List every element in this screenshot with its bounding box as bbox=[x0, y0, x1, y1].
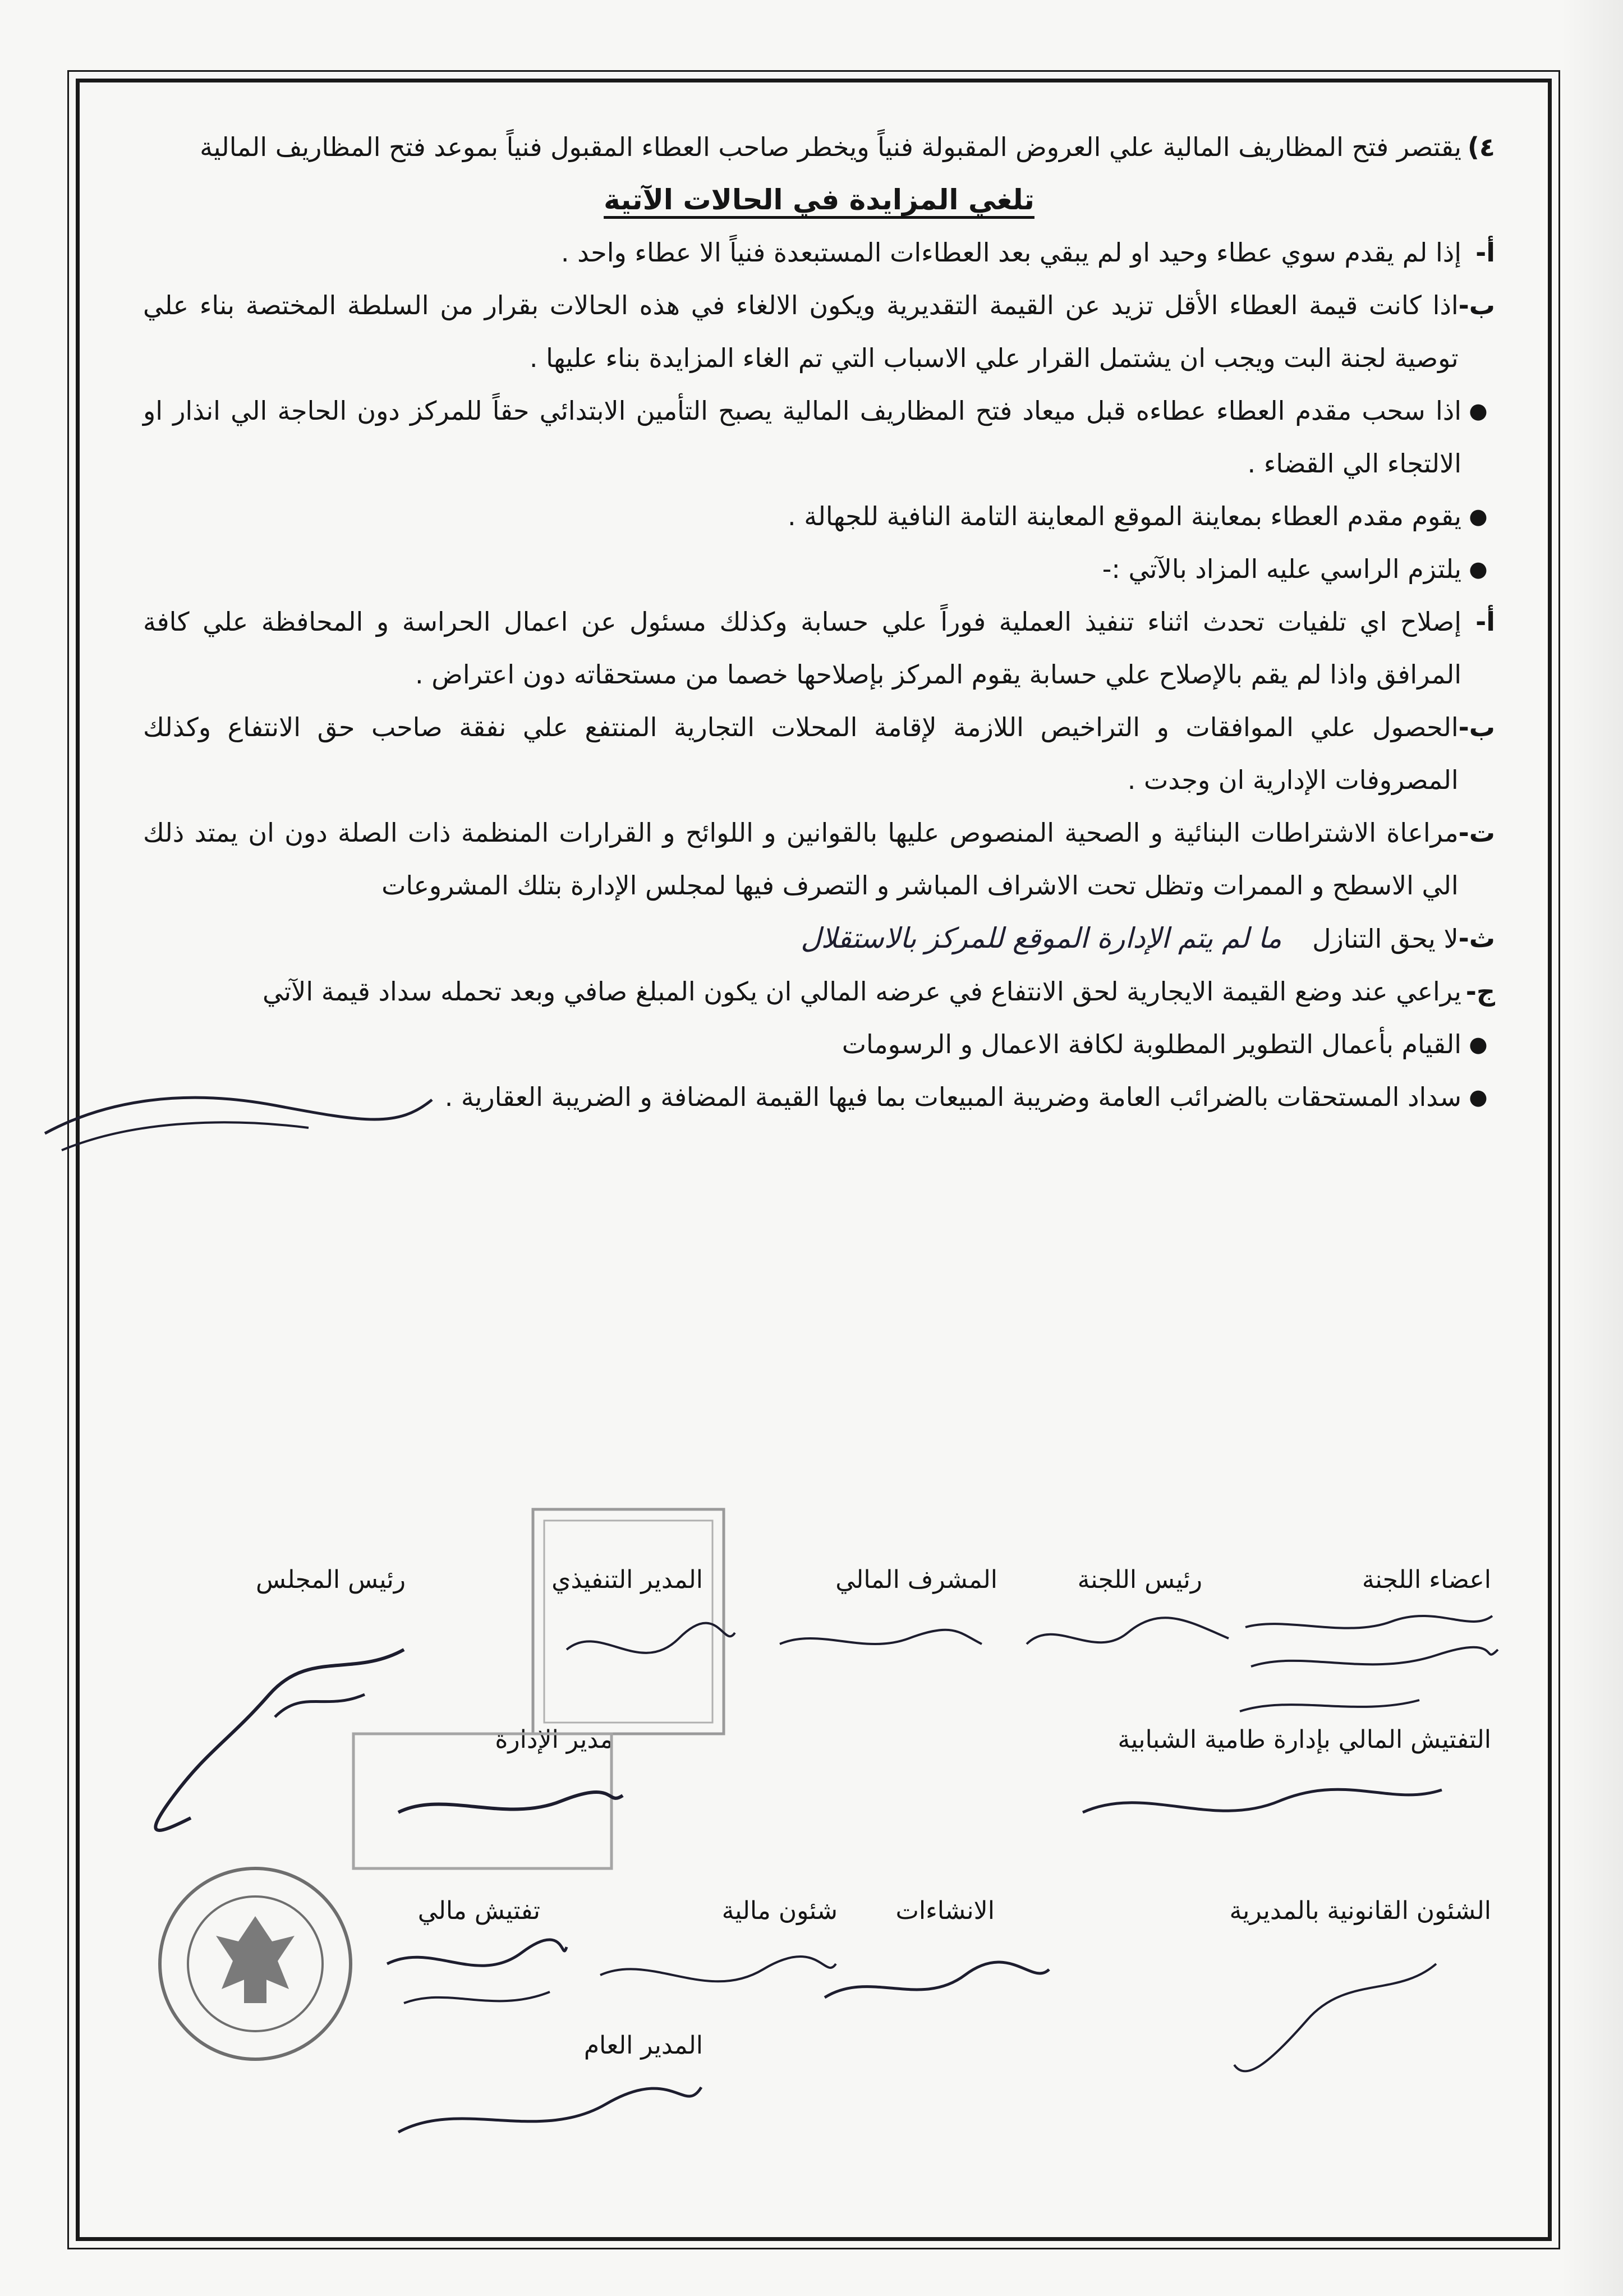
label-council-head: رئيس المجلس bbox=[256, 1565, 406, 1594]
label-committee-head: رئيس اللجنة bbox=[1077, 1565, 1202, 1594]
label-financial-supervisor: المشرف المالي bbox=[835, 1565, 997, 1594]
label-executive-director: المدير التنفيذي bbox=[551, 1565, 703, 1594]
label-legal-affairs: الشئون القانونية بالمديرية bbox=[1229, 1897, 1491, 1925]
label-constructions: الانشاءات bbox=[895, 1897, 995, 1925]
handwritten-scribble bbox=[39, 1066, 443, 1178]
label-committee-members: اعضاء اللجنة bbox=[1362, 1565, 1491, 1594]
cancellation-item-b bbox=[143, 279, 1495, 384]
label-financial-inspection: التفتيش المالي بإدارة طامية الشبابية bbox=[1118, 1725, 1491, 1754]
item-marker: ج- bbox=[1465, 976, 1495, 1007]
obligation-a bbox=[143, 595, 1495, 701]
bullet-item bbox=[143, 543, 1495, 595]
signature-financial-supervisor bbox=[774, 1616, 987, 1666]
item-marker: أ- bbox=[1475, 237, 1495, 268]
obligation-t bbox=[143, 806, 1495, 912]
item-marker: ب- bbox=[1458, 290, 1495, 320]
item-text bbox=[143, 912, 1459, 965]
item-marker: ث- bbox=[1458, 923, 1495, 953]
bullet-item bbox=[143, 1018, 1495, 1071]
bullet-icon: ● bbox=[1469, 398, 1488, 423]
signature-legal-affairs bbox=[1212, 1953, 1459, 2087]
clause-text: يقتصر فتح المظاريف المالية علي العروض المقبولة فنياً ويخطر صاحب العطاء المقبول فنياً بموعد فتح المظاريف المالية bbox=[200, 132, 1461, 162]
bullet-text: سداد المستحقات بالضرائب العامة وضريبة المبيعات بما فيها القيمة المضافة و الضريبة العقارية . bbox=[444, 1082, 1461, 1112]
cancellation-item-a bbox=[143, 226, 1495, 279]
handwritten-note: ما لم يتم الإدارة الموقع للمركز بالاستقلال bbox=[801, 922, 1282, 954]
signature-financial-inspection-short bbox=[381, 1930, 572, 2031]
label-general-director: المدير العام bbox=[583, 2031, 703, 2060]
item-marker: ب- bbox=[1458, 712, 1495, 742]
signature-financial-inspection bbox=[1077, 1767, 1447, 1846]
document-body bbox=[143, 121, 1495, 1123]
item-marker: أ- bbox=[1475, 607, 1495, 637]
item-text: الحصول علي الموافقات و التراخيص اللازمة لإقامة المحلات التجارية المنتفع علي نفقة صاحب حق الانتفاع وكذلك المصروفات الإدارية ان وجدت . bbox=[143, 712, 1459, 795]
bullet-text: يلتزم الراسي عليه المزاد بالآتي :- bbox=[1102, 554, 1461, 584]
obligation-th-text: لا يحق التنازل bbox=[1312, 924, 1459, 954]
label-financial-inspection-short: تفتيش مالي bbox=[417, 1897, 540, 1925]
item-text: يراعي عند وضع القيمة الايجارية لحق الانتفاع في عرضه المالي ان يكون المبلغ صافي وبعد تحمله سداد قيمة الآتي bbox=[262, 976, 1461, 1007]
signature-council-head bbox=[140, 1627, 421, 1840]
item-text: إذا لم يقدم سوي عطاء وحيد او لم يبقي بعد العطاءات المستبعدة فنياً الا عطاء واحد . bbox=[560, 237, 1461, 268]
label-financial-affairs: شئون مالية bbox=[721, 1897, 838, 1925]
clause-marker: ٤) bbox=[1467, 132, 1495, 162]
bullet-item bbox=[143, 490, 1495, 543]
signature-admin-director bbox=[393, 1773, 628, 1840]
bullet-item bbox=[143, 384, 1495, 490]
clause-4 bbox=[143, 121, 1495, 173]
bullet-icon: ● bbox=[1469, 1032, 1488, 1057]
bullet-text: القيام بأعمال التطوير المطلوبة لكافة الاعمال و الرسومات bbox=[842, 1029, 1461, 1059]
signature-constructions bbox=[819, 1953, 1055, 2020]
label-admin-director: مدير الإدارة bbox=[495, 1725, 613, 1754]
bullet-icon: ● bbox=[1469, 1085, 1488, 1109]
signature-financial-affairs bbox=[595, 1941, 842, 2020]
signature-committee-head bbox=[1021, 1605, 1234, 1672]
signature-general-director bbox=[393, 2065, 707, 2166]
bullet-icon: ● bbox=[1469, 504, 1488, 529]
item-text: إصلاح اي تلفيات تحدث اثناء تنفيذ العملية فوراً علي حسابة وكذلك مسئول عن اعمال الحراسة و المحافظة علي كافة المرافق واذا لم يقم بالإصلاح علي حسابة يقوم المركز بإصلاحها خصما من مستحقاته دون اعتراض . bbox=[143, 607, 1461, 690]
bullet-text: يقوم مقدم العطاء بمعاينة الموقع المعاينة التامة النافية للجهالة . bbox=[787, 501, 1461, 531]
obligation-b bbox=[143, 701, 1495, 806]
bullet-icon: ● bbox=[1469, 557, 1488, 581]
bullet-text: اذا سحب مقدم العطاء عطاءه قبل ميعاد فتح المظاريف المالية يصبح التأمين الابتدائي حقاً للمركز دون الحاجة الي انذار او الالتجاء الي القضاء . bbox=[143, 396, 1461, 479]
signature-executive-director bbox=[561, 1616, 741, 1683]
scan-edge-shadow bbox=[1561, 0, 1623, 2296]
obligation-th bbox=[143, 912, 1495, 965]
item-text: مراعاة الاشتراطات البنائية و الصحية المنصوص عليها بالقوانين و اللوائح و القرارات المنظمة ذات الصلة دون ان يمتد ذلك الي الاسطح و الممرات وتظل تحت الاشراف المباشر و التصرف فيها لمجلس الإدارة بتلك المشروعات bbox=[143, 818, 1459, 901]
seal-eagle-icon bbox=[154, 1863, 356, 2065]
item-text: اذا كانت قيمة العطاء الأقل تزيد عن القيمة التقديرية ويكون الالغاء في هذه الحالات بقرار من السلطة المختصة بناء علي توصية لجنة البت ويجب ان يشتمل القرار علي الاسباب التي تم الغاء المزايدة بناء عليها . bbox=[143, 290, 1459, 373]
obligation-j bbox=[143, 965, 1495, 1018]
signature-committee-members bbox=[1234, 1605, 1504, 1734]
item-marker: ت- bbox=[1458, 818, 1495, 848]
cancellation-heading: تلغي المزايدة في الحالات الآتية bbox=[604, 183, 1035, 216]
